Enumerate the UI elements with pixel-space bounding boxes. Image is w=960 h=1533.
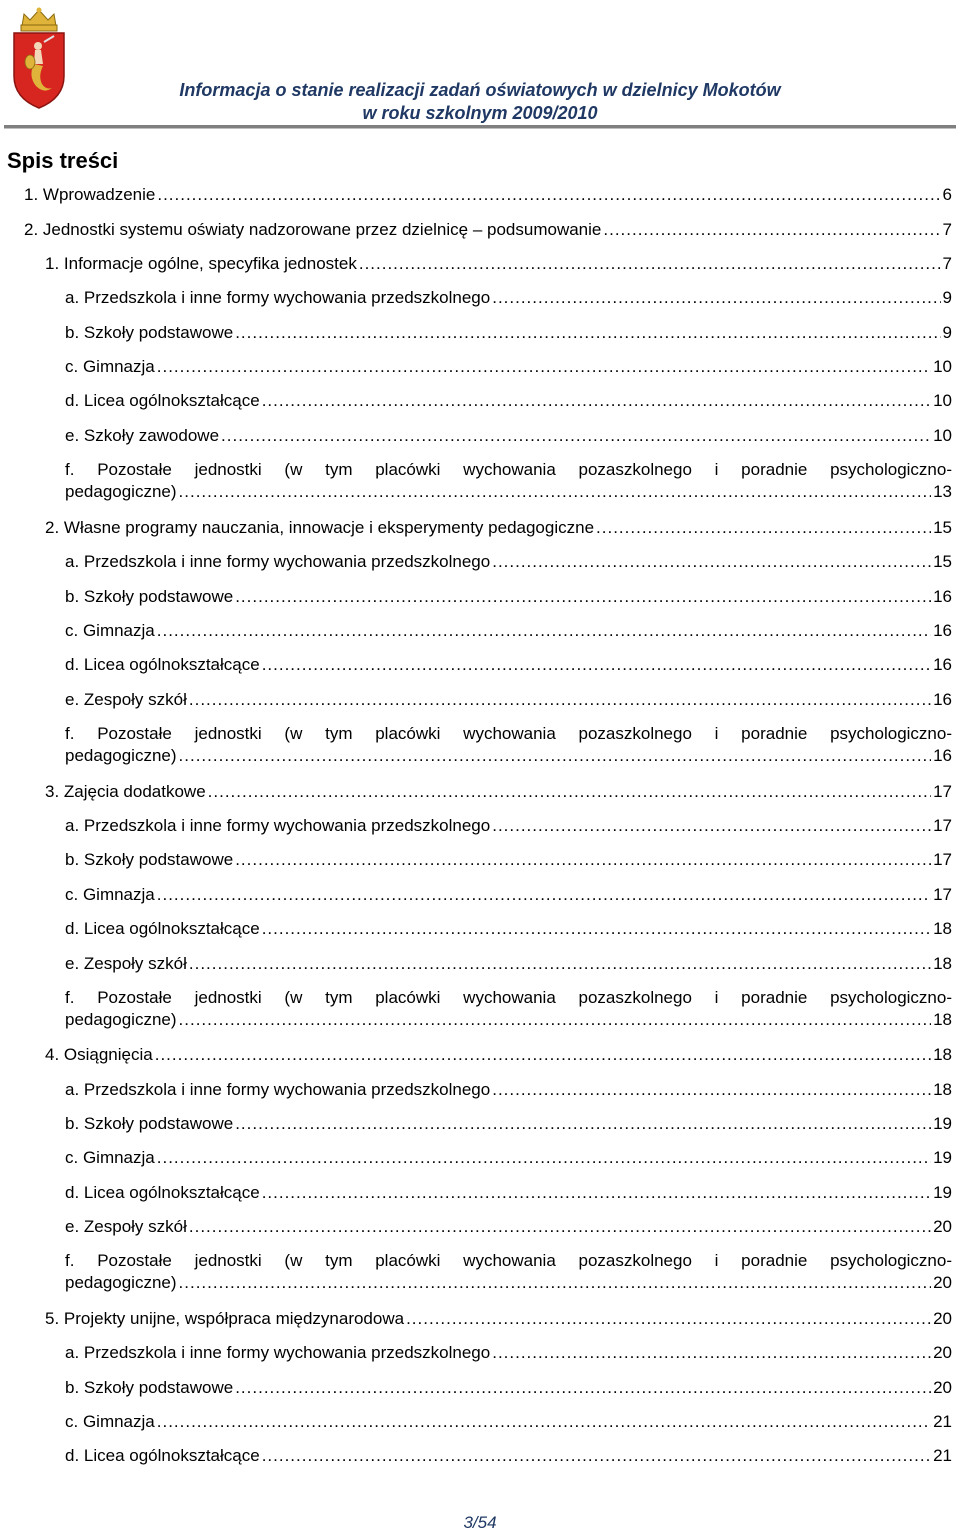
toc-entry-text: d. Licea ogólnokształcące [65, 919, 260, 938]
toc-dot-leader [179, 481, 932, 503]
toc-entry-text: e. Szkoły zawodowe [65, 426, 220, 445]
toc-page-number: 21 [933, 1412, 952, 1431]
toc-entry-text: b. Szkoły podstawowe [65, 323, 234, 342]
toc-dot-leader [235, 1377, 931, 1399]
toc-entry[interactable] [65, 551, 952, 573]
toc-dot-leader [596, 517, 931, 539]
toc-page-number: 17 [933, 816, 952, 835]
toc-dot-leader [157, 620, 931, 642]
toc-entry-text: f. Pozostałe jednostki (w tym placówki wychowania pozaszkolnego i poradnie psychologiczno- [65, 724, 952, 743]
toc-dot-leader [179, 745, 932, 767]
toc-page-number: 19 [933, 1183, 952, 1202]
toc-page-number: 16 [933, 621, 952, 640]
toc-dot-leader [492, 551, 931, 573]
toc-page-number: 6 [942, 185, 952, 204]
toc-dot-leader [359, 253, 941, 275]
toc-dot-leader [189, 953, 931, 975]
toc-page-number: 13 [933, 482, 952, 501]
header-divider [4, 125, 956, 129]
toc-page-number: 21 [933, 1446, 952, 1465]
toc-entry-text: a. Przedszkola i inne formy wychowania przedszkolnego [65, 1343, 491, 1362]
toc-page-number: 15 [933, 518, 952, 537]
toc-dot-leader [157, 1411, 931, 1433]
toc-entry[interactable] [65, 620, 952, 642]
toc-entry[interactable] [65, 1342, 952, 1364]
toc-entry[interactable] [65, 1079, 952, 1101]
toc-entry-text: b. Szkoły podstawowe [65, 850, 234, 869]
toc-entry[interactable] [45, 1044, 952, 1066]
toc-entry[interactable] [65, 287, 952, 309]
toc-dot-leader [235, 586, 931, 608]
toc-dot-leader [189, 1216, 931, 1238]
toc-entry[interactable] [65, 1147, 952, 1169]
toc-entry[interactable] [45, 517, 952, 539]
toc-entry-text: b. Szkoły podstawowe [65, 587, 234, 606]
toc-entry[interactable] [65, 953, 952, 975]
toc-page-number: 18 [933, 1010, 952, 1029]
toc-page-number: 15 [933, 552, 952, 571]
toc-entry-text: f. Pozostałe jednostki (w tym placówki wychowania pozaszkolnego i poradnie psychologiczno- [65, 988, 952, 1007]
toc-entry-text: d. Licea ogólnokształcące [65, 391, 260, 410]
toc-page-number: 16 [933, 746, 952, 765]
warsaw-coat-of-arms-icon [8, 6, 70, 115]
toc-entry[interactable] [45, 1308, 952, 1330]
toc-dot-leader [235, 322, 940, 344]
toc-page-number: 18 [933, 1045, 952, 1064]
document-title-line-2: w roku szkolnym 2009/2010 [362, 103, 598, 123]
toc-dot-leader [492, 1079, 931, 1101]
toc-entry-text: 5. Projekty unijne, współpraca międzynarodowa [45, 1309, 405, 1328]
toc-entry[interactable] [65, 425, 952, 447]
toc-entry-text: b. Szkoły podstawowe [65, 1114, 234, 1133]
toc-entry[interactable] [65, 322, 952, 344]
toc-entry-text-continued: pedagogiczne) [65, 1273, 177, 1292]
toc-dot-leader [262, 390, 931, 412]
toc-entry[interactable] [65, 1411, 952, 1433]
toc-entry-text: a. Przedszkola i inne formy wychowania przedszkolnego [65, 816, 491, 835]
toc-entry-text: c. Gimnazja [65, 885, 155, 904]
toc-dot-leader [406, 1308, 931, 1330]
toc-dot-leader [157, 356, 931, 378]
toc-entry[interactable] [65, 723, 952, 767]
toc-entry[interactable] [65, 1113, 952, 1135]
toc-dot-leader [262, 1445, 931, 1467]
document-title-line-1: Informacja o stanie realizacji zadań oświatowych w dzielnicy Mokotów [179, 80, 781, 100]
toc-dot-leader [157, 184, 940, 206]
toc-dot-leader [179, 1272, 932, 1294]
toc-entry[interactable] [65, 356, 952, 378]
toc-page-number: 19 [933, 1148, 952, 1167]
toc-page-number: 18 [933, 954, 952, 973]
toc-entry[interactable] [65, 459, 952, 503]
toc-dot-leader [262, 654, 931, 676]
toc-entry-text: c. Gimnazja [65, 1412, 155, 1431]
toc-entry-text: e. Zespoły szkół [65, 954, 187, 973]
toc-dot-leader [492, 815, 931, 837]
toc-entry[interactable] [65, 918, 952, 940]
toc-entry-text: 2. Jednostki systemu oświaty nadzorowane przez dzielnicę – podsumowanie [24, 220, 602, 239]
toc-page-number: 20 [933, 1343, 952, 1362]
toc-page-number: 20 [933, 1217, 952, 1236]
toc-page-number: 10 [933, 357, 952, 376]
toc-dot-leader [189, 689, 931, 711]
toc-page-number: 9 [942, 288, 952, 307]
toc-entry[interactable] [65, 1445, 952, 1467]
toc-entry-text: 3. Zajęcia dodatkowe [45, 782, 206, 801]
toc-dot-leader [179, 1009, 932, 1031]
page-number: 3/54 [463, 1513, 497, 1532]
toc-dot-leader [603, 219, 940, 241]
toc-entry-text: 2. Własne programy nauczania, innowacje i eksperymenty pedagogiczne [45, 518, 595, 537]
toc-page-number: 10 [933, 426, 952, 445]
toc-entry[interactable] [65, 1250, 952, 1294]
toc-entry-text-continued: pedagogiczne) [65, 1010, 177, 1029]
toc-entry[interactable] [65, 1377, 952, 1399]
toc-entry-text: c. Gimnazja [65, 357, 155, 376]
toc-page-number: 16 [933, 655, 952, 674]
toc-title: Spis treści [7, 148, 119, 173]
toc-entry-text: 1. Informacje ogólne, specyfika jednostek [45, 254, 357, 273]
toc-entry-text: d. Licea ogólnokształcące [65, 655, 260, 674]
toc-entry[interactable] [45, 781, 952, 803]
toc-entry[interactable] [65, 815, 952, 837]
toc-page-number: 20 [933, 1273, 952, 1292]
toc-entry-text: c. Gimnazja [65, 621, 155, 640]
toc-dot-leader [208, 781, 931, 803]
document-title [160, 79, 800, 125]
toc-dot-leader [492, 1342, 931, 1364]
toc-dot-leader [155, 1044, 931, 1066]
toc-page-number: 18 [933, 919, 952, 938]
toc-entry-text: a. Przedszkola i inne formy wychowania przedszkolnego [65, 288, 491, 307]
toc-entry-text: a. Przedszkola i inne formy wychowania przedszkolnego [65, 1080, 491, 1099]
page-header [0, 0, 960, 128]
toc-dot-leader [262, 1182, 931, 1204]
toc-dot-leader [492, 287, 940, 309]
toc-entry-text: f. Pozostałe jednostki (w tym placówki wychowania pozaszkolnego i poradnie psychologiczno- [65, 1251, 952, 1270]
toc-dot-leader [262, 918, 931, 940]
toc-entry-text: 1. Wprowadzenie [24, 185, 156, 204]
toc-entry[interactable] [65, 849, 952, 871]
toc-page-number: 10 [933, 391, 952, 410]
toc-page-number: 7 [942, 254, 952, 273]
toc-entry[interactable] [24, 184, 952, 206]
toc-entry-text: e. Zespoły szkół [65, 1217, 187, 1236]
toc-dot-leader [235, 1113, 931, 1135]
toc-page-number: 17 [933, 782, 952, 801]
toc-page-number: 17 [933, 850, 952, 869]
toc-dot-leader [157, 884, 931, 906]
toc-entry[interactable] [65, 390, 952, 412]
toc-dot-leader [235, 849, 931, 871]
toc-page-number: 7 [942, 220, 952, 239]
toc-entry[interactable] [65, 586, 952, 608]
toc-page-number: 18 [933, 1080, 952, 1099]
toc-entry[interactable] [24, 219, 952, 241]
toc-entry[interactable] [65, 1216, 952, 1238]
toc-page-number: 16 [933, 690, 952, 709]
toc-page-number: 20 [933, 1378, 952, 1397]
toc-page-number: 20 [933, 1309, 952, 1328]
toc-entry-text: a. Przedszkola i inne formy wychowania przedszkolnego [65, 552, 491, 571]
toc-entry[interactable] [65, 689, 952, 711]
toc-dot-leader [221, 425, 931, 447]
toc-page-number: 9 [942, 323, 952, 342]
toc-entry-text: b. Szkoły podstawowe [65, 1378, 234, 1397]
toc-entry-text: f. Pozostałe jednostki (w tym placówki wychowania pozaszkolnego i poradnie psychologiczno- [65, 460, 952, 479]
toc-entry-text: e. Zespoły szkół [65, 690, 187, 709]
toc-entry[interactable] [65, 884, 952, 906]
toc-entry-text: d. Licea ogólnokształcące [65, 1183, 260, 1202]
toc-entry-text: c. Gimnazja [65, 1148, 155, 1167]
toc-page-number: 19 [933, 1114, 952, 1133]
toc-entry[interactable] [45, 253, 952, 275]
toc-entry[interactable] [65, 1182, 952, 1204]
toc-page-number: 16 [933, 587, 952, 606]
toc-entry-text: 4. Osiągnięcia [45, 1045, 153, 1064]
toc-dot-leader [157, 1147, 931, 1169]
toc-entry-text: d. Licea ogólnokształcące [65, 1446, 260, 1465]
toc-page-number: 17 [933, 885, 952, 904]
toc-entry-text-continued: pedagogiczne) [65, 746, 177, 765]
toc-entry-text-continued: pedagogiczne) [65, 482, 177, 501]
toc-entry[interactable] [65, 987, 952, 1031]
toc-entry[interactable] [65, 654, 952, 676]
